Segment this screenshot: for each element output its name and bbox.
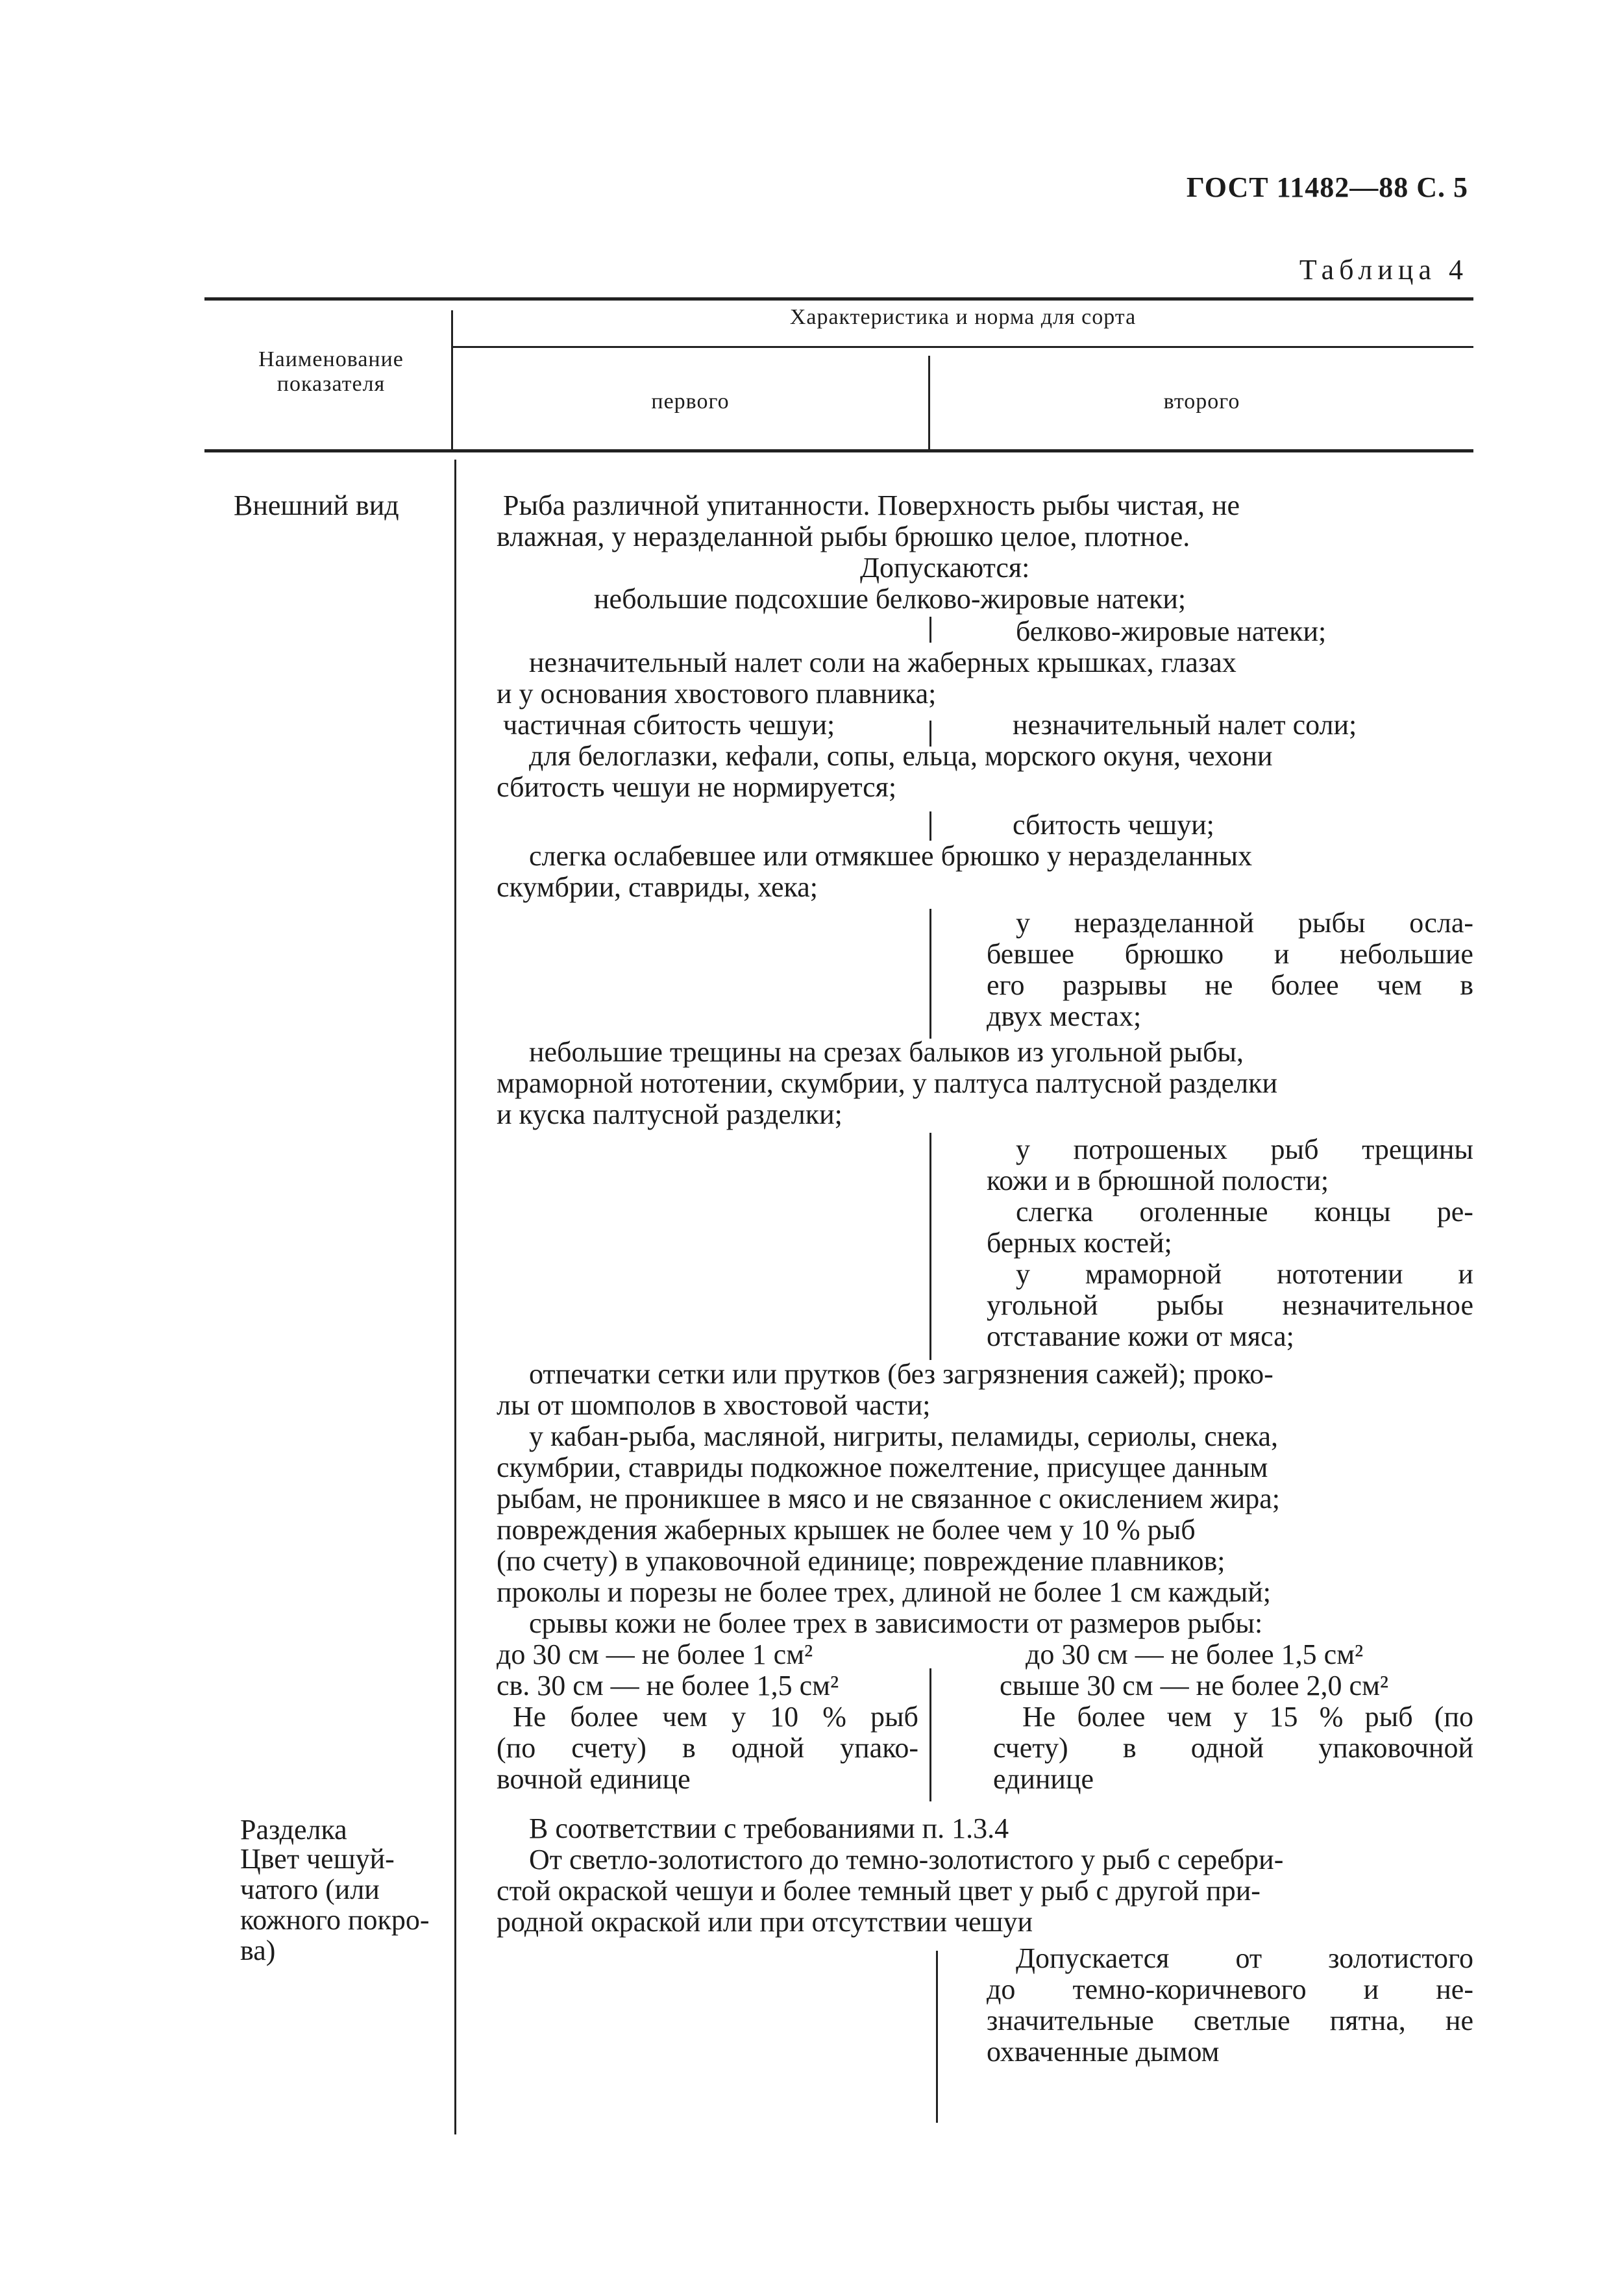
indicator-cutting: Разделка [240,1814,347,1846]
requirement-text: рыбам, не проникшее в мясо и не связанное с окислением жира; [497,1483,1281,1514]
table-top-rule [204,297,1473,301]
second-grade-line: двух местах; [987,1000,1142,1032]
indicator-header-line: показателя [277,372,386,396]
word: и [1363,1973,1379,2005]
second-grade-line [987,908,1473,939]
word: и [1273,938,1290,970]
requirement-text: и куска палтусной разделки; [497,1098,843,1130]
word: рыб [870,1701,918,1733]
word: мраморной [1085,1258,1222,1290]
requirement-text: повреждения жаберных крышек не более чем у 10 % рыб [497,1514,1196,1546]
word: от [1235,1942,1262,1974]
requirement-text: скумбрии, ставриды, хека; [497,871,818,903]
grade-divider [929,909,931,1039]
requirement-text: Допускаются: [860,552,1030,584]
word: значительные [987,2005,1154,2036]
indicator-appearance: Внешний вид [234,489,399,521]
second-grade-line: свыше 30 см — не более 2,0 см² [1000,1670,1389,1701]
word: в [1122,1732,1137,1764]
body-column-rule [454,460,456,2134]
word: незначительное [1282,1289,1473,1321]
word: у [1016,907,1030,939]
requirement-text: лы от шомполов в хвостовой части; [497,1389,931,1421]
indicator-header-line: Наименование [258,347,404,371]
word: небольшие [1340,938,1473,970]
requirement-text: сбитость чешуи не нормируется; [497,771,897,803]
word: счету) [993,1732,1068,1764]
word: разрывы [1062,969,1167,1001]
word: упаковочной [1318,1732,1473,1764]
requirement-text: отпечатки сетки или прутков (без загрязнения сажей); проко- [529,1358,1273,1390]
requirement-text: скумбрии, ставриды подкожное пожелтение, присущее данным [497,1452,1268,1483]
grade-group-header: Характеристика и норма для сорта [789,305,1137,329]
word: его [987,969,1025,1001]
word: пятна, [1329,2005,1406,2036]
second-grade-line [987,939,1473,970]
indicator-column-rule [451,310,453,449]
second-grade-line [987,1290,1473,1321]
second-grade-line: отставание кожи от мяса; [987,1320,1294,1352]
word: одной [1190,1732,1264,1764]
second-grade-block [987,1134,1473,1352]
second-grade-block [993,1639,1473,1795]
word: рыб [1270,1133,1319,1165]
requirement-text: небольшие трещины на срезах балыков из угольной рыбы, [529,1036,1244,1068]
second-grade-text: белково-жировые натеки; [1016,615,1327,647]
word: (по [1434,1701,1473,1733]
word: нототении [1277,1258,1403,1290]
word: у [1016,1133,1030,1165]
word: трещины [1362,1133,1473,1165]
first-grade-line [497,1733,918,1764]
word: до [987,1973,1016,2005]
word: одной [731,1732,805,1764]
second-grade-block [987,908,1473,1032]
requirement-text: влажная, у неразделанной рыбы брюшко целое, плотное. [497,521,1190,552]
grade-divider [929,1668,931,1801]
word: угольной [987,1289,1098,1321]
word: Не [1022,1701,1056,1733]
word: упако- [840,1732,918,1764]
word: светлые [1193,2005,1290,2036]
word: счету) [571,1732,646,1764]
word: концы [1314,1196,1391,1228]
first-grade-line: св. 30 см — не более 1,5 см² [497,1670,839,1701]
grade-divider [929,1133,931,1360]
word: чем [1166,1701,1212,1733]
word: темно-коричневого [1072,1973,1307,2005]
second-grade-line [987,2005,1473,2036]
second-grade-line: кожи и в брюшной полости; [987,1165,1329,1196]
second-grade-line: охваченные дымом [987,2036,1220,2068]
word: Допускается [1016,1942,1170,1974]
first-grade-line: до 30 см — не более 1 см² [497,1638,813,1670]
word: осла- [1409,907,1473,939]
word: 15 [1269,1701,1298,1733]
grade-divider [929,811,931,841]
header-bottom-rule [204,449,1473,452]
word: более [1270,969,1339,1001]
requirement-text: срывы кожи не более трех в зависимости от размеров рыбы: [529,1607,1263,1639]
word: % [822,1701,846,1733]
indicator-color [240,1844,430,1966]
requirement-text: проколы и порезы не более трех, длиной не более 1 см каждый; [497,1576,1271,1608]
first-grade-line [497,1701,918,1733]
indicator-color-line: кожного покро- [240,1904,430,1936]
word: (по [497,1732,536,1764]
word: более [570,1701,639,1733]
word: рыб [1364,1701,1413,1733]
requirement-text: небольшие подсохшие белково-жировые натеки; [594,583,1187,615]
word: у [731,1701,746,1733]
word: и [1458,1258,1473,1290]
requirement-text: незначительный налет соли на жаберных крышках, глазах [529,647,1236,678]
requirement-text: (по счету) в упаковочной единице; повреждение плавников; [497,1545,1225,1577]
requirement-text: мраморной нототении, скумбрии, у палтуса палтусной разделки [497,1067,1278,1099]
word: у [1233,1701,1248,1733]
second-grade-line: до 30 см — не более 1,5 см² [1026,1638,1364,1670]
group-header-rule [452,346,1473,348]
second-grade-line [987,1943,1473,1974]
second-grade-line: берных костей; [987,1227,1172,1259]
second-grade-block [987,1943,1473,2068]
word: более [1077,1701,1146,1733]
document-header: ГОСТ 11482—88 С. 5 [1186,171,1468,203]
word: Не [513,1701,547,1733]
word: бевшее [987,938,1075,970]
word: в [1460,969,1473,1001]
second-grade-line [987,1196,1473,1228]
requirement-text: у кабан-рыба, масляной, нигриты, пеламиды, сериолы, снека, [529,1420,1279,1452]
first-grade-header: первого [651,389,730,414]
indicator-column-header [214,347,448,397]
word: потрошеных [1073,1133,1227,1165]
requirement-text: От светло-золотистого до темно-золотистого у рыб с серебри- [529,1844,1284,1875]
word: рыбы [1298,907,1366,939]
indicator-color-line: Цвет чешуй- [240,1843,395,1875]
requirement-text: В соответствии с требованиями п. 1.3.4 [529,1812,1009,1844]
word: 10 [770,1701,799,1733]
second-grade-header: второго [1163,389,1240,414]
second-grade-line [993,1733,1473,1764]
requirement-text: и у основания хвостового плавника; [497,678,937,710]
word: в [682,1732,696,1764]
second-grade-line [987,1259,1473,1290]
indicator-color-line: ва) [240,1935,276,1966]
first-grade-text: частичная сбитость чешуи; [503,709,835,741]
word: не [1445,2005,1473,2036]
second-grade-line [993,1701,1473,1733]
first-grade-line: вочной единице [497,1763,691,1795]
word: золотистого [1328,1942,1473,1974]
requirement-text: Рыба различной упитанности. Поверхность рыбы чистая, не [503,489,1240,521]
word: ре- [1436,1196,1473,1228]
second-grade-text: сбитость чешуи; [1013,809,1214,841]
second-grade-line: единице [993,1763,1094,1795]
grade-divider [929,617,931,643]
word: не [1205,969,1233,1001]
word: брюшко [1124,938,1224,970]
grade-divider [936,1951,938,2123]
word: не- [1436,1973,1473,2005]
word: неразделанной [1074,907,1255,939]
table-label: Таблица 4 [1299,254,1468,286]
word: оголенные [1139,1196,1268,1228]
requirement-text: родной окраской или при отсутствии чешуи [497,1906,1033,1938]
requirement-text: для белоглазки, кефали, сопы, ельца, морского окуня, чехони [529,740,1273,772]
second-grade-text: незначительный налет соли; [1013,709,1357,741]
second-grade-line [987,1134,1473,1165]
second-grade-line [987,1974,1473,2005]
indicator-color-line: чатого (или [240,1873,380,1905]
word: % [1319,1701,1344,1733]
word: рыбы [1156,1289,1224,1321]
word: чем [1377,969,1422,1001]
word: слегка [1016,1196,1094,1228]
first-grade-block [497,1639,918,1795]
requirement-text: стой окраской чешуи и более темный цвет у рыб с другой при- [497,1875,1261,1907]
word: чем [662,1701,707,1733]
second-grade-line [987,970,1473,1001]
word: у [1016,1258,1030,1290]
requirement-text: слегка ослабевшее или отмякшее брюшко у неразделанных [529,840,1253,872]
